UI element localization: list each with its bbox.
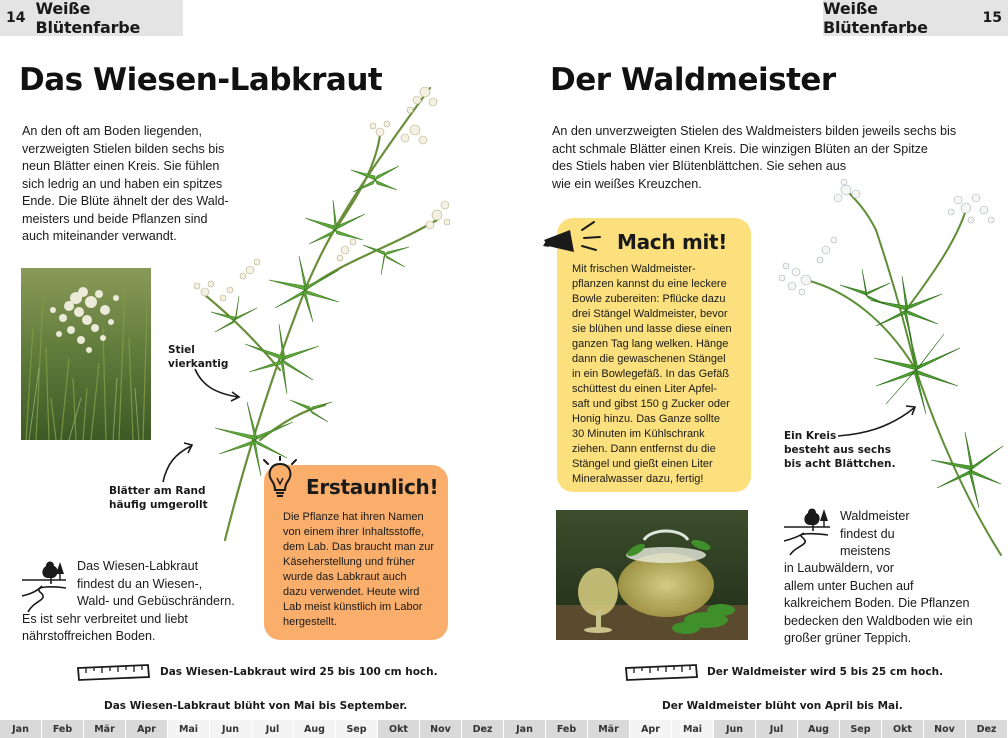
megaphone-icon (540, 216, 614, 256)
text-line: Honig hinzu. Das Ganze sollte (572, 413, 720, 425)
text-line: ganzen Tag lang welken. Hänge (572, 338, 729, 350)
text-line: 30 Minuten im Kühlschrank (572, 428, 705, 440)
activity-box-title: Mach mit! (617, 230, 728, 254)
label-line: vierkantig (168, 358, 229, 370)
activity-box (557, 218, 751, 492)
text-line: dann die gewaschenen Stängel (572, 353, 726, 365)
text-line: Wald- und Gebüschrändern. (77, 594, 235, 608)
activity-box-text (572, 262, 750, 487)
label-line: Ein Kreis (784, 430, 837, 442)
right-bloom-calendar (504, 720, 1008, 738)
month-cell: Jul (756, 720, 798, 738)
month-cell: Okt (882, 720, 924, 738)
left-header-title: Weiße Blütenfarbe (35, 0, 141, 37)
month-cell: Apr (630, 720, 672, 738)
month-cell: Mär (588, 720, 630, 738)
text-line: meisters und beide Pflanzen sind (22, 211, 208, 226)
month-cell: Mär (84, 720, 126, 738)
text-line: wurde das Labkraut auch (283, 571, 407, 583)
text-line: kalkreichem Boden. Die Pflanzen (784, 596, 970, 610)
text-line: allem unter Buchen auf (784, 578, 914, 593)
text-line: bedecken den Waldboden wie ein (784, 613, 973, 628)
month-cell: Feb (42, 720, 84, 738)
fact-box-title: Erstaunlich! (306, 475, 439, 499)
text-line: Das Wiesen-Labkraut (77, 559, 199, 573)
right-page-header (823, 0, 1008, 36)
text-line: Die Pflanze hat ihren Namen (283, 511, 424, 523)
woodruff-bowl-photo (556, 510, 748, 640)
right-page (504, 0, 1008, 738)
text-line: verzweigten Stielen bilden sechs bis (22, 141, 225, 156)
stem-label (168, 343, 228, 371)
label-line: besteht aus sechs (784, 444, 891, 456)
left-bloom-calendar (0, 720, 504, 738)
text-line: findest du an Wiesen-, (77, 576, 203, 591)
text-line: sich ledrig an und haben ein spitzes (22, 176, 223, 191)
left-page-title: Das Wiesen-Labkraut (19, 62, 383, 98)
lightbulb-icon (262, 456, 298, 502)
text-line: meistens (840, 544, 891, 558)
left-page-header (0, 0, 183, 36)
month-cell: Aug (294, 720, 336, 738)
text-line: in ein Bowlegefäß. In das Gefäß (572, 368, 730, 380)
text-line: auch miteinander verwandt. (22, 229, 177, 243)
text-line: großer grüner Teppich. (784, 631, 912, 645)
woodruff-illustration (766, 170, 1008, 560)
text-line: in Laubwäldern, vor (784, 561, 894, 575)
ruler-icon (624, 662, 700, 682)
right-page-number: 15 (982, 10, 1002, 26)
month-cell: Jan (0, 720, 42, 738)
left-bloom-fact: Das Wiesen-Labkraut blüht von Mai bis September. (104, 700, 408, 712)
text-line: dem Lab. Das braucht man zur (283, 541, 435, 553)
text-line: wie ein weißes Kreuzchen. (552, 176, 702, 191)
right-page-title: Der Waldmeister (550, 62, 836, 98)
text-line: hergestellt. (283, 616, 337, 628)
text-line: dazu verwendet. Heute wird (283, 586, 420, 598)
month-cell: Jan (504, 720, 546, 738)
month-cell: Apr (126, 720, 168, 738)
label-line: Stiel (168, 344, 195, 356)
habitat-landscape-icon (782, 505, 832, 557)
text-line: neun Blätter einen Kreis. Sie fühlen (22, 159, 220, 173)
text-line: pflanzen kannst du eine leckere (572, 278, 727, 290)
month-cell: Mai (672, 720, 714, 738)
right-habitat-text (784, 560, 1008, 648)
text-line: Mineralwasser dazu, fertig! (572, 473, 704, 485)
month-cell: Nov (420, 720, 462, 738)
right-height-fact: Der Waldmeister wird 5 bis 25 cm hoch. (707, 666, 944, 678)
text-line: Waldmeister (840, 509, 910, 523)
text-line: An den oft am Boden liegenden, (22, 124, 202, 138)
fact-box-text (283, 510, 448, 630)
month-cell: Okt (378, 720, 420, 738)
text-line: ziehen. Dann entfernst du die (572, 443, 716, 455)
text-line: drei Stängel Waldmeister, bevor (572, 308, 728, 320)
month-cell: Feb (546, 720, 588, 738)
month-cell: Dez (966, 720, 1008, 738)
text-line: Stängel und gießt einen Liter (572, 458, 713, 470)
month-cell: Aug (798, 720, 840, 738)
label-line: bis acht Blättchen. (784, 458, 896, 470)
month-cell: Sep (336, 720, 378, 738)
label-line: Blätter am Rand (109, 485, 206, 497)
bedstraw-photo (21, 268, 151, 440)
month-cell: Sep (840, 720, 882, 738)
text-line: Mit frischen Waldmeister- (572, 263, 696, 275)
left-height-fact: Das Wiesen-Labkraut wird 25 bis 100 cm hoch. (160, 666, 438, 678)
text-line: Bowle zubereiten: Pflücke dazu (572, 293, 726, 305)
leaves-label-arrow (155, 438, 200, 488)
month-cell: Jul (252, 720, 294, 738)
circle-label (784, 429, 896, 471)
text-line: sie blühen und lasse diese einen (572, 323, 732, 335)
right-bloom-fact: Der Waldmeister blüht von April bis Mai. (662, 700, 903, 712)
text-line: Lab meist künstlich im Labor (283, 601, 423, 613)
month-cell: Dez (462, 720, 504, 738)
leaves-label (109, 484, 208, 512)
text-line: schüttest du einen Liter Apfel- (572, 383, 717, 395)
left-page-number: 14 (6, 10, 26, 26)
text-line: saft und gibst 150 g Zucker oder (572, 398, 730, 410)
month-cell: Jun (210, 720, 252, 738)
text-line: findest du (840, 526, 895, 541)
text-line: Ende. Die Blüte ähnelt der des Wald- (22, 194, 229, 208)
month-cell: Jun (714, 720, 756, 738)
text-line: nährstoffreichen Boden. (22, 629, 156, 643)
ruler-icon (76, 662, 152, 682)
month-cell: Nov (924, 720, 966, 738)
left-habitat-text (22, 558, 262, 646)
text-line: An den unverzweigten Stielen des Waldmeisters bilden jeweils sechs bis (552, 124, 957, 138)
month-cell: Mai (168, 720, 210, 738)
text-line: des Stiels haben vier Blütenblättchen. Sie sehen aus (552, 159, 847, 173)
label-line: häufig umgerollt (109, 499, 208, 511)
text-line: von einem ihrer Inhaltsstoffe, (283, 526, 425, 538)
stem-label-arrow (180, 365, 250, 405)
right-habitat-short (840, 508, 1008, 561)
text-line: acht schmale Blätter einen Kreis. Die winzigen Blüten an der Spitze (552, 141, 928, 156)
right-header-title: Weiße Blütenfarbe (823, 0, 928, 37)
text-line: Es ist sehr verbreitet und liebt (22, 611, 188, 626)
text-line: Käseherstellung und früher (283, 556, 416, 568)
